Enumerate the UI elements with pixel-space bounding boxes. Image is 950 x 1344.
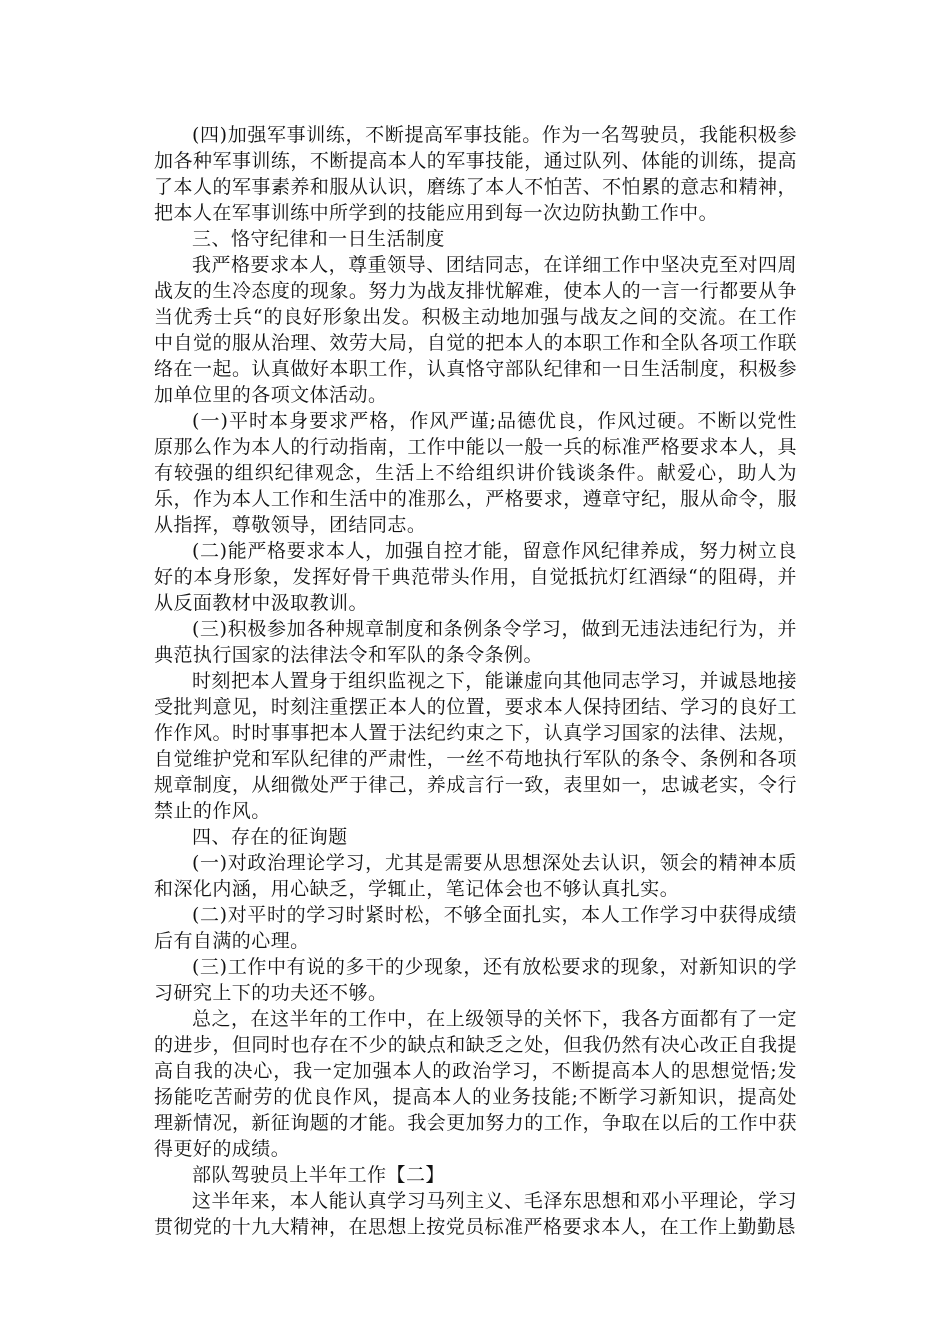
document-body [154,122,797,1240]
section-heading-discipline: 三、恪守纪律和一日生活制度 [192,228,445,250]
paragraph-discipline-item-1: (一)平时本身要求严格，作风严谨;品德优良，作风过硬。不断以党性原那么作为本人的行动指南，工作中能以一般一兵的标准严格要求本人，具有较强的组织纪律观念，生活上不给组织讲价钱谈条件。献爱心，助人为乐，作为本人工作和生活中的准那么，严格要求，遵章守纪，服从命令，服从指挥，尊敬领导，团结同志。 [154,410,797,536]
paragraph-strict-requirements: 我严格要求本人，尊重领导、团结同志，在详细工作中坚决克至对四周战友的生冷态度的现象。努力为战友排忧解难，使本人的一言一行都要从争当优秀士兵“的良好形象出发。积极主动地加强与战友之间的交流。在工作中自觉的服从治理、效劳大局，自觉的把本人的本职工作和全队各项工作联络在一起。认真做好本职工作，认真恪守部队纪律和一日生活制度，积极参加单位里的各项文体活动。 [154,254,797,406]
paragraph-problem-item-3: (三)工作中有说的多干的少现象，还有放松要求的现象，对新知识的学习研究上下的功夫还不够。 [154,956,797,1004]
paragraph-discipline-item-2: (二)能严格要求本人，加强自控才能，留意作风纪律养成，努力树立良好的本身形象，发挥好骨干典范带头作用，自觉抵抗灯红酒绿“的阻碍，并从反面教材中汲取教训。 [154,540,797,614]
paragraph-problem-item-1: (一)对政治理论学习，尤其是需要从思想深处去认识，领会的精神本质和深化内涵，用心缺乏，学辄止，笔记体会也不够认真扎实。 [154,852,797,900]
section-heading-problems: 四、存在的征询题 [192,826,348,848]
section-heading-part-two: 部队驾驶员上半年工作【二】 [192,1164,445,1186]
paragraph-supervision: 时刻把本人置身于组织监视之下，能谦虚向其他同志学习，并诚恳地接受批判意见，时刻注重摆正本人的位置，要求本人保持团结、学习的良好工作作风。时时事事把本人置于法纪约束之下，认真学习国家的法律、法规，自觉维护党和军队纪律的严肃性，一丝不苟地执行军队的条令、条例和各项规章制度，从细微处严于律己，养成言行一致，表里如一，忠诚老实，令行禁止的作风。 [154,670,797,822]
paragraph-summary: 总之，在这半年的工作中，在上级领导的关怀下，我各方面都有了一定的进步，但同时也存在不少的缺点和缺乏之处，但我仍然有决心改正自我提高自我的决心，我一定加强本人的政治学习，不断提高本人的思想觉悟;发扬能吃苦耐劳的优良作风，提高本人的业务技能;不断学习新知识，提高处理新情况，新征询题的才能。我会更加努力的工作，争取在以后的工作中获得更好的成绩。 [154,1008,797,1160]
paragraph-part-two-intro: 这半年来，本人能认真学习马列主义、毛泽东思想和邓小平理论，学习贯彻党的十九大精神，在思想上按党员标准严格要求本人，在工作上勤勤恳 [154,1190,797,1238]
paragraph-military-training: (四)加强军事训练，不断提高军事技能。作为一名驾驶员，我能积极参加各种军事训练，不断提高本人的军事技能，通过队列、体能的训练，提高了本人的军事素养和服从认识，磨练了本人不怕苦、不怕累的意志和精神，把本人在军事训练中所学到的技能应用到每一次边防执勤工作中。 [154,124,797,224]
paragraph-problem-item-2: (二)对平时的学习时紧时松，不够全面扎实，本人工作学习中获得成绩后有自满的心理。 [154,904,797,952]
paragraph-discipline-item-3: (三)积极参加各种规章制度和条例条令学习，做到无违法违纪行为，并典范执行国家的法律法令和军队的条令条例。 [154,618,797,666]
